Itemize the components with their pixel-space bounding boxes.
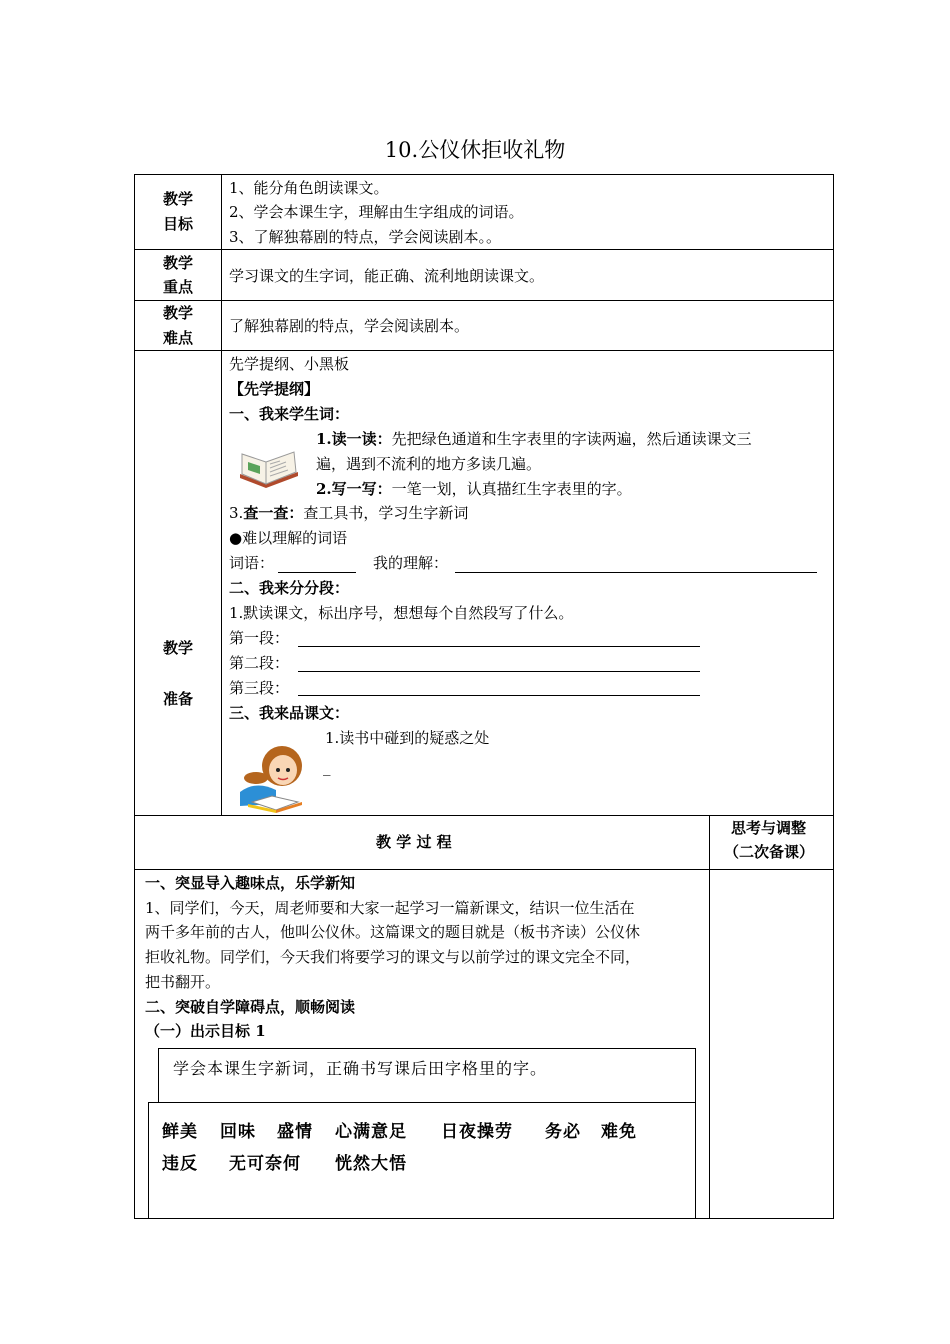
vocab-word: 日夜操劳 (441, 1122, 513, 1142)
step1-paragraph-line: 把书翻开。 (145, 973, 221, 991)
table-border-top (135, 174, 834, 175)
prep-label-2: 准备 (162, 690, 193, 708)
item1-body-a: 先把绿色通道和生字表里的字读两遍，然后通读课文三 (391, 430, 752, 448)
goal-item: 2、学会本课生字，理解由生字组成的词语。 (229, 203, 524, 221)
girl-reading-icon (232, 740, 312, 814)
vocab-word: 回味 (220, 1122, 256, 1142)
step2-subheading: （一）出示目标 1 (145, 1022, 266, 1040)
step2-heading: 二、突破自学障碍点，顺畅阅读 (145, 998, 356, 1016)
step1-paragraph-line: 1、同学们，今天，周老师要和大家一起学习一篇新课文，结识一位生活在 (145, 899, 635, 917)
goal-label-1: 教学 (162, 190, 193, 208)
vocab-word: 难免 (601, 1122, 637, 1142)
item1-body-b: 遍，遇到不流利的地方多读几遍。 (316, 455, 542, 473)
goal-label-2: 目标 (162, 215, 193, 233)
vocab-word: 心满意足 (335, 1122, 407, 1142)
open-book-icon (236, 448, 302, 490)
vocab-word: 恍然大悟 (335, 1154, 407, 1174)
side-column-divider (709, 815, 710, 1219)
item3-body: 查工具书，学习生字新词 (303, 504, 469, 522)
item3-num: 3. (229, 504, 244, 522)
side-header-2: （二次备课） (724, 843, 815, 861)
row-divider (135, 815, 834, 816)
item2-body: 一笔一划，认真描红生字表里的字。 (391, 480, 632, 498)
focus-label-1: 教学 (162, 254, 193, 272)
prep-line1: 先学提纲、小黑板 (229, 355, 350, 373)
step1-paragraph-line: 拒收礼物。同学们，今天我们将要学习的课文与以前学过的课文完全不同， (145, 948, 641, 966)
item3-head: 查一查： (243, 504, 304, 522)
vocab-word: 盛情 (277, 1122, 313, 1142)
para3-blank[interactable] (298, 695, 700, 696)
side-header-1: 思考与调整 (731, 819, 807, 837)
difficulty-label-2: 难点 (162, 329, 193, 347)
difficulty-label-1: 教学 (162, 304, 193, 322)
para2-blank[interactable] (298, 671, 700, 672)
dash-mark: _ (323, 758, 331, 776)
row-divider (135, 300, 834, 301)
vocab-word: 鲜美 (162, 1122, 198, 1142)
prep-label-1: 教学 (162, 639, 193, 657)
label-column-divider (221, 174, 222, 816)
section2-item: 1.默读课文，标出序号，想想每个自然段写了什么。 (229, 604, 574, 622)
item2 (316, 479, 632, 499)
section3-heading: 三、我来品课文： (229, 704, 350, 722)
page-title: 10.公仪休拒收礼物 (384, 138, 566, 162)
process-header: 教 学 过 程 (376, 833, 452, 851)
goal-item: 1、能分角色朗读课文。 (229, 179, 389, 197)
item2-head: 2.写一写： (316, 480, 392, 498)
bullet-text: ●难以理解的词语 (229, 529, 348, 547)
word-label: 词语： (229, 554, 275, 572)
vocab-word: 务必 (545, 1122, 581, 1142)
outline-heading: 【先学提纲】 (229, 380, 320, 398)
difficulty-text: 了解独幕剧的特点，学会阅读剧本。 (229, 317, 470, 335)
understand-label: 我的理解： (373, 554, 449, 572)
section3-item: 1.读书中碰到的疑惑之处 (325, 729, 490, 747)
word-blank[interactable] (278, 572, 356, 573)
para1-label: 第一段： (229, 629, 290, 647)
vocab-word: 无可奈何 (229, 1154, 301, 1174)
focus-label-2: 重点 (162, 278, 193, 296)
step1-heading: 一、突显导入趣味点，乐学新知 (145, 874, 356, 892)
row-divider (135, 869, 834, 870)
para1-blank[interactable] (298, 646, 700, 647)
goal-textbox-text: 学会本课生字新词，正确书写课后田字格里的字。 (173, 1059, 548, 1078)
item1-head: 1.读一读： (316, 430, 392, 448)
item3 (229, 503, 468, 523)
para2-label: 第二段： (229, 654, 290, 672)
row-divider (135, 249, 834, 250)
para3-label: 第三段： (229, 679, 290, 697)
focus-text: 学习课文的生字词，能正确、流利地朗读课文。 (229, 267, 545, 285)
goal-item: 3、了解独幕剧的特点，学会阅读剧本。。 (229, 228, 502, 246)
understand-blank[interactable] (455, 572, 817, 573)
section2-heading: 二、我来分分段： (229, 579, 350, 597)
row-divider (135, 350, 834, 351)
item1 (316, 429, 752, 449)
vocab-word: 违反 (162, 1154, 198, 1174)
section1-heading: 一、我来学生词： (229, 405, 350, 423)
table-border-right (833, 174, 834, 1219)
step1-paragraph-line: 两千多年前的古人，他叫公仪休。这篇课文的题目就是（板书齐读）公仪休 (145, 923, 641, 941)
